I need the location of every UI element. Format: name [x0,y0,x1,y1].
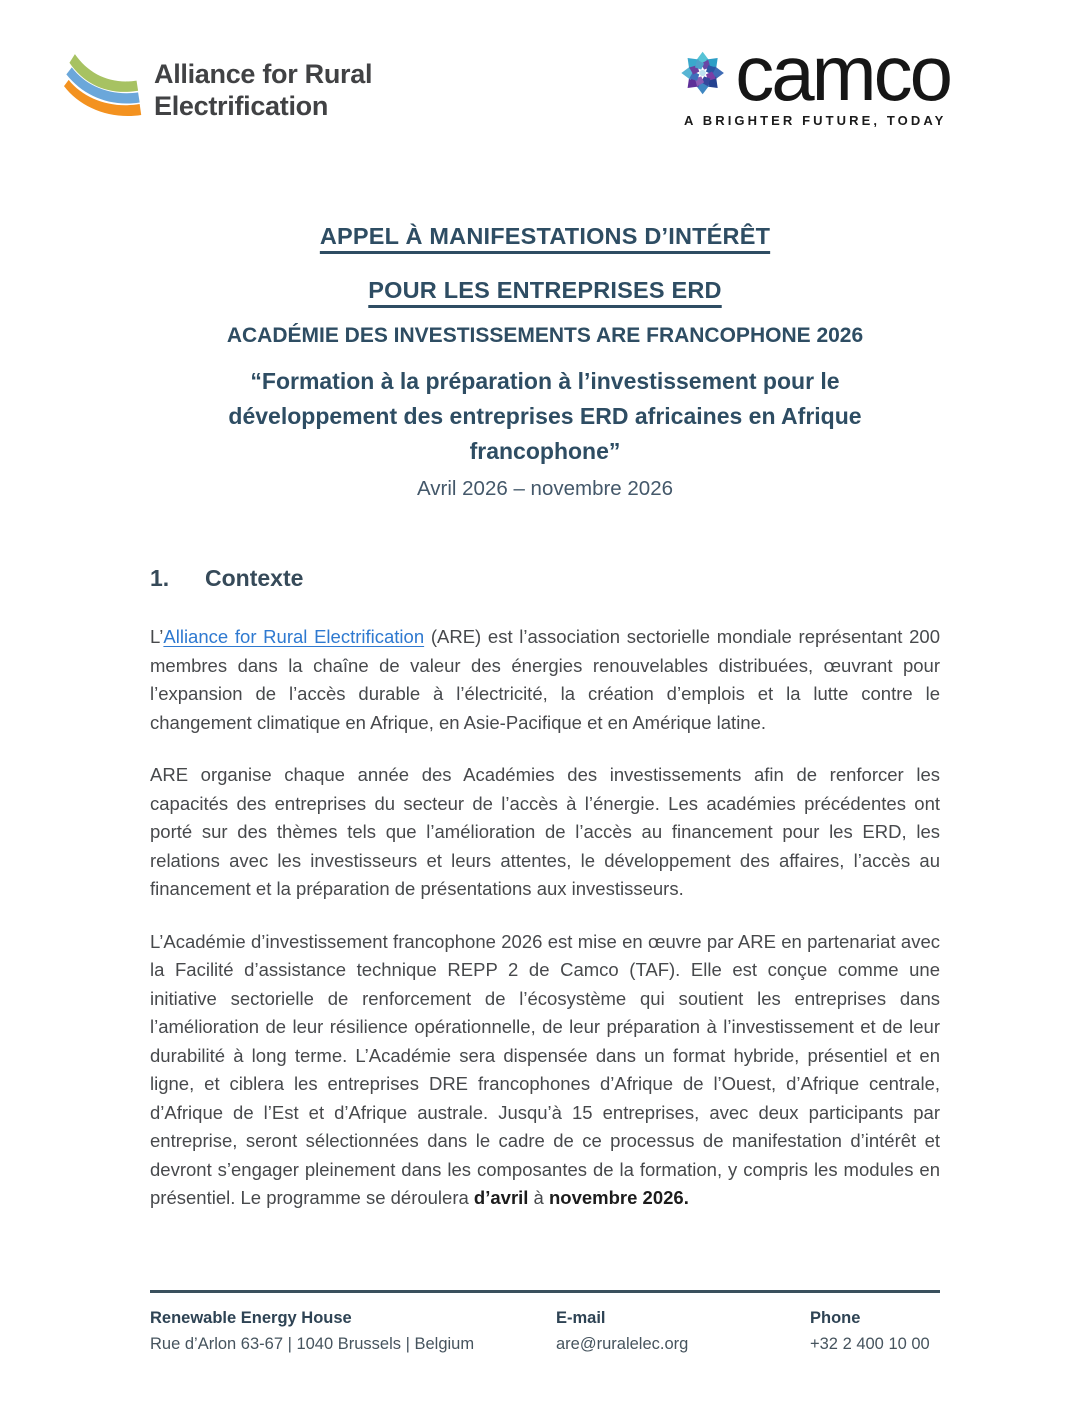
camco-tagline: A BRIGHTER FUTURE, TODAY [684,113,947,128]
date-range: Avril 2026 – novembre 2026 [416,477,674,500]
paragraph-3-mid: à [528,1187,549,1208]
footer-divider [150,1290,940,1293]
paragraph-3-main: L’Académie d’investissement francophone 2026 est mise en œuvre par ARE en partenariat avec la Facilité d’assistance technique REPP 2 de Camco (TAF). Elle est conçue comme une initiative sectorielle de renforcement de l’écosystème qui soutient les entreprises dans l’amélioration de leur résilience opérationnelle, de leur préparation à l’investissement et de leur durabilité à long terme. L’Académie sera dispensée dans un format hybride, présentiel et en ligne, et ciblera les entreprises DRE francophones d’Afrique de l’Ouest, d’Afrique centrale, d’Afrique de l’Est et d’Afrique australe. Jusqu’à 15 entreprises, avec deux participants par entreprise, seront sélectionnées dans le cadre de ce processus de manifestation d’intérêt et devront s’engager pleinement dans les composantes de la formation, y compris les modules en présentiel. Le programme se déroulera [150,930,940,1208]
paragraph-3-bold-november: novembre 2026. [549,1187,689,1208]
paragraph-3-bold-april: d’avril [473,1187,529,1208]
page-footer [150,1290,940,1357]
title-line-1: APPEL À MANIFESTATIONS D’INTÉRÊT [319,223,771,249]
footer-address-value: Rue d’Arlon 63-67 | 1040 Brussels | Belgium [150,1335,475,1353]
footer-email-value: are@ruralelec.org [556,1335,689,1353]
paragraph-1-rest: (ARE) est l’association sectorielle mondiale représentant 200 membres dans la chaîne de valeur des énergies renouvelables distribuées, œuvrant pour l’expansion de l’accès durable à l’électricité, la création d’emplois et la lutte contre le changement climatique en Afrique, en Asie-Pacifique et en Amérique latine. [150,626,940,733]
footer-email-title: E-mail [556,1309,606,1327]
are-logo-line2: Electrification [154,91,329,121]
footer-email-block [556,1305,810,1357]
are-logo [64,50,372,130]
quote-line-1: “Formation à la préparation à l’investissement pour le [250,368,840,394]
footer-phone-title: Phone [810,1309,861,1327]
footer-address-title: Renewable Energy House [150,1309,352,1327]
paragraph-1-prefix: L’ [150,626,164,647]
quote-line-2: développement des entreprises ERD africaines en Afrique [228,403,862,429]
section-title: Contexte [205,565,304,591]
subtitle: ACADÉMIE DES INVESTISSEMENTS ARE FRANCOPHONE 2026 [226,324,864,347]
camco-wordmark: camco [735,29,950,117]
are-swoosh-icon [64,50,142,130]
quote-title [150,364,940,469]
paragraph-context-3 [150,928,940,1213]
are-logo-text [154,58,372,122]
camco-logo [660,29,950,128]
section-number: 1. [150,565,170,591]
footer-phone-block [810,1305,940,1357]
are-website-link[interactable]: Alliance for Rural Electrification [163,626,425,647]
footer-address-block [150,1305,556,1357]
document-body [150,220,940,1213]
quote-line-3: francophone” [469,438,621,464]
camco-star-icon [680,42,725,104]
are-logo-line1: Alliance for Rural [154,59,373,89]
footer-phone-value: +32 2 400 10 00 [810,1335,930,1353]
title-line-2: POUR LES ENTREPRISES ERD [368,277,722,303]
section-heading [150,563,940,593]
paragraph-context-2: ARE organise chaque année des Académies des investissements afin de renforcer les capacités des entreprises du secteur de l’accès à l’énergie. Les académies précédentes ont porté sur des thèmes tels que l’amélioration de l’accès au financement pour les ERD, les relations avec les investisseurs et leurs attentes, le développement des affaires, l’accès au financement et la préparation de présentations aux investisseurs. [150,764,940,899]
paragraph-context-1 [150,623,940,737]
